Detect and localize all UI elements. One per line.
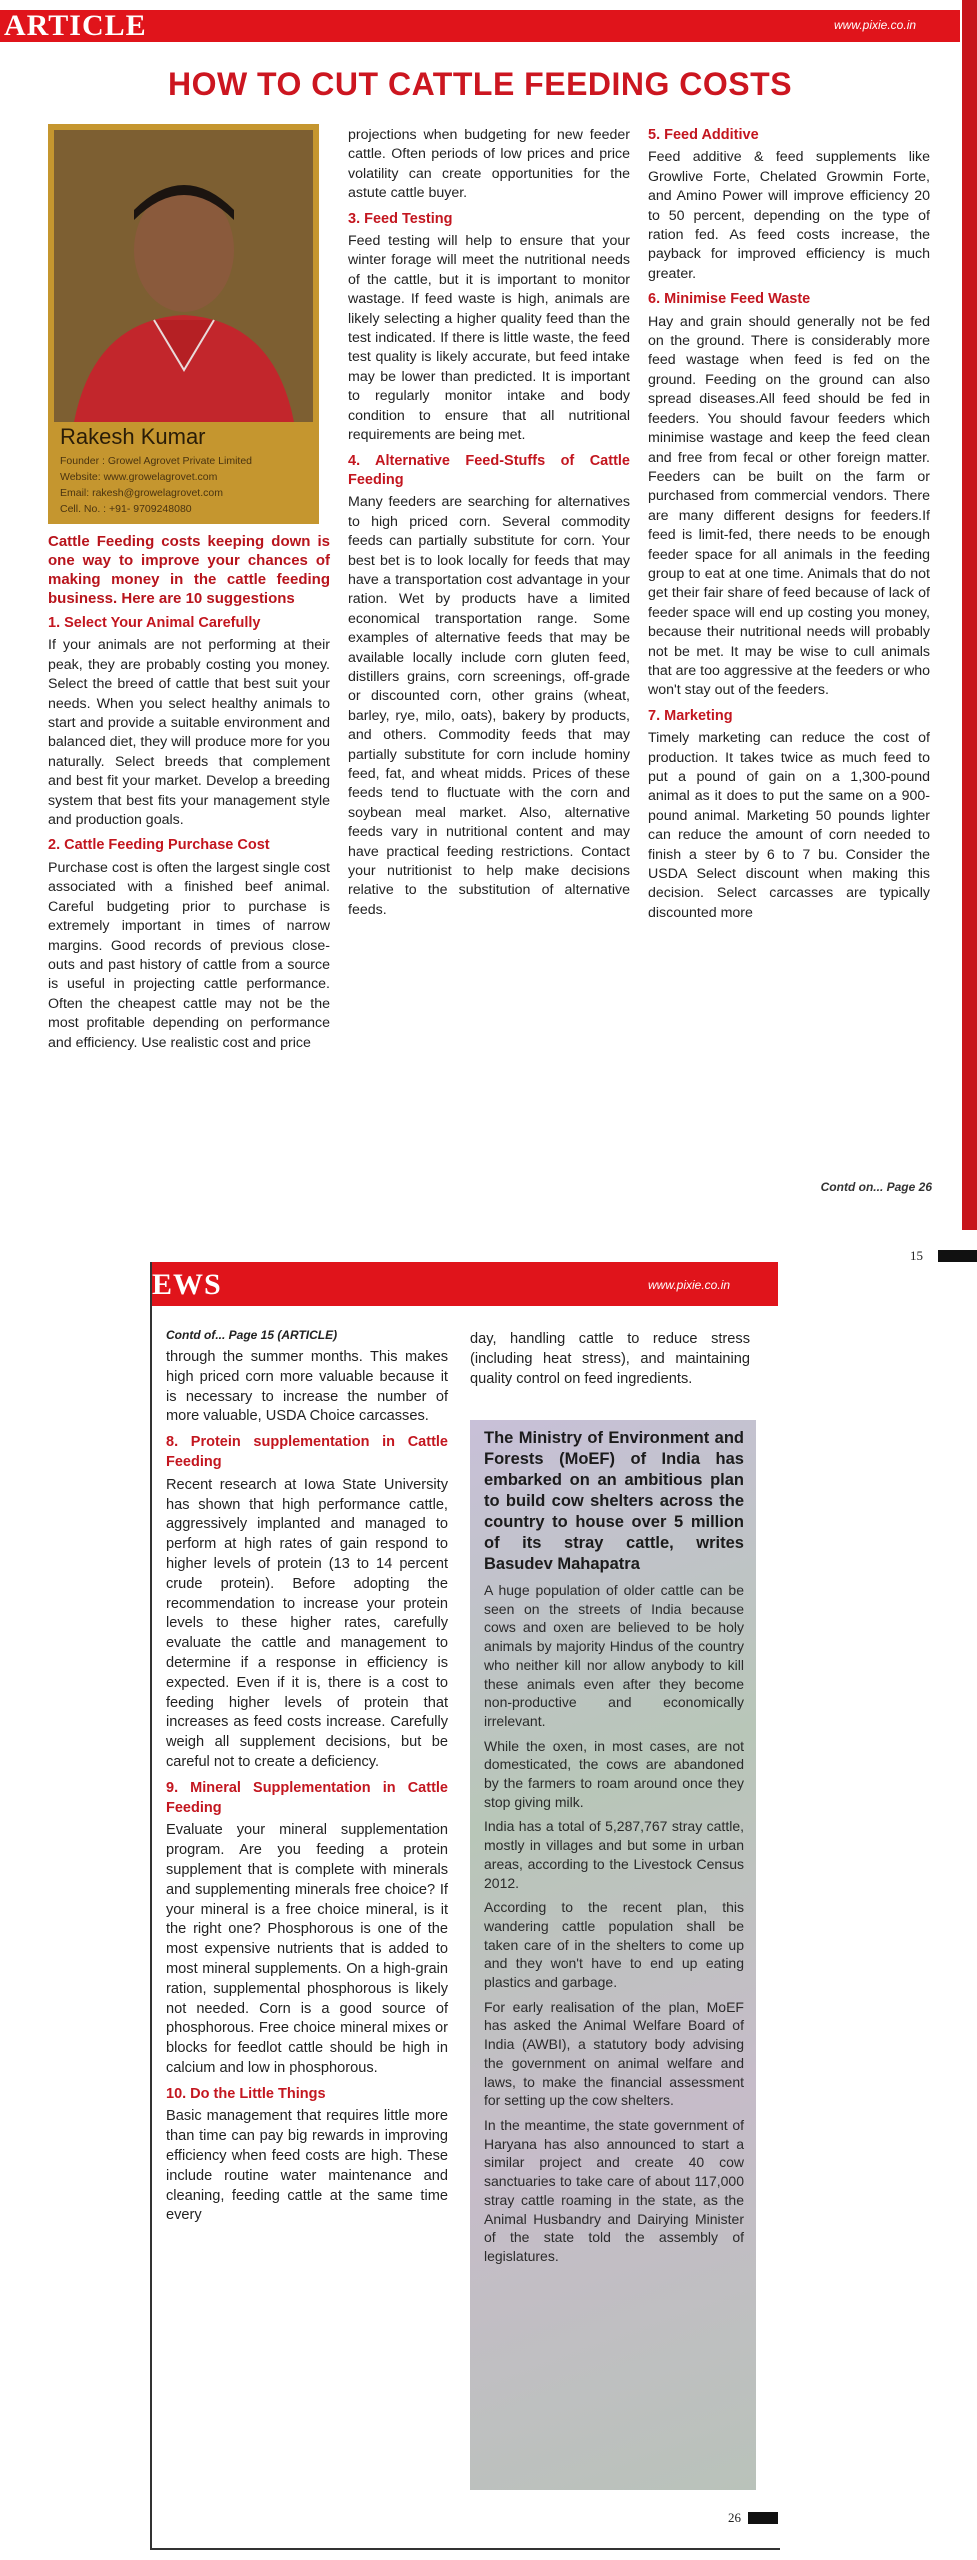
section-10-heading: 10. Do the Little Things: [166, 2085, 326, 2102]
section-7-continued: through the summer months. This makes high priced corn more valuable because it is necessary to increase the number of more valuable, USDA Choice carcasses.: [166, 1349, 448, 1425]
page2-section-label: EWS: [152, 1268, 222, 1301]
news-box: [470, 1420, 756, 2490]
page1-title: HOW TO CUT CATTLE FEEDING COSTS: [167, 66, 793, 102]
news-paragraph-1: A huge population of older cattle can be seen on the streets of India because cows and oxen are believed to be holy animals by majority Hindus of the country who neither kill nor allow anybody to kill these animals even after they become non-productive and economically irrelevant.: [484, 1582, 744, 1729]
page1-url: www.pixie.co.in: [834, 18, 917, 32]
section-10-body: Basic management that requires little more than time can pay big rewards in improving efficiency when feed costs are high. These include routine water maintenance and cleaning, feeding cattle at the same time every: [166, 2108, 448, 2224]
page1-column-3: [648, 126, 930, 927]
news-paragraph-2: While the oxen, in most cases, are not domesticated, the cows are abandoned by the farmers to roam around once they stop giving milk.: [484, 1737, 744, 1810]
section-2-body: Purchase cost is often the largest single cost associated with a finished beef animal. Careful budgeting prior to purchase is extremely important in times of narrow margins. Good records of previous close-outs and past history of cattle from a source is useful in projecting cattle performance. Often the cheapest cattle may not be the most profitable depending on performance and efficiency. Use realistic cost and price: [48, 859, 330, 1051]
page1-number-bar: [938, 1250, 977, 1262]
section-5-heading: 5. Feed Additive: [648, 127, 759, 143]
section-8-heading: 8. Protein supplementation in Cattle Feeding: [166, 1434, 448, 1470]
section-6-heading: 6. Minimise Feed Waste: [648, 291, 811, 308]
page2-column-2: [470, 1330, 750, 1393]
page2-number: 26: [728, 2510, 741, 2525]
section-2-continued: projections when budgeting for new feeder cattle. Often periods of low prices and price volatility can create opportunities for the astute cattle buyer.: [348, 127, 630, 202]
news-paragraph-3: India has a total of 5,287,767 stray cattle, mostly in villages and but some in urban areas, according to the Livestock Census 2012.: [484, 1818, 744, 1891]
author-website: Website: www.growelagrovet.com: [60, 471, 218, 483]
author-role: Founder : Growel Agrovet Private Limited: [60, 455, 253, 467]
section-8-body: Recent research at Iowa State University has shown that high performance cattle, aggressively implanted and managed to perform at high rates of gain respond to higher levels of protein (13 to 14 percent crude protein). Before adopting the recommendation to increase your protein levels to these higher rates, carefully evaluate the cattle and management to determine if a response in efficiency is expected. Even if it is, there is a cost to feeding higher levels of protein that increases as feed costs increase. Carefully weigh all supplement decisions, but be careful not to create a deficiency.: [166, 1476, 448, 1770]
section-1-body: If your animals are not performing at their peak, they are probably costing you money. Select the breed of cattle that best suit your needs. When you select healthy animals to start and provide a suitable environment and balanced diet, they will produce more for you naturally. Select breeds that complement and best fit your market. Develop a breeding system that best fits your management style and production goals.: [48, 637, 330, 829]
author-photo-frame: [48, 124, 319, 524]
page2-url: www.pixie.co.in: [648, 1278, 731, 1292]
author-portrait-icon: [54, 130, 313, 422]
news-paragraph-4: According to the recent plan, this wandering cattle population shall be taken care of in the shelters to come up and they won't have to end up eating plastics and garbage.: [484, 1899, 744, 1991]
news-lead: The Ministry of Environment and Forests (MoEF) of India has embarked on an ambitious plan to build cow shelters across the country to house over 5 million of its stray cattle, writes Basudev Mahapatra: [484, 1429, 744, 1573]
page2-column-1: [166, 1348, 448, 2230]
section-9-body: Evaluate your mineral supplementation program. Are you feeding a protein supplement that is complete with minerals and supplementing minerals free choice? If your mineral is a free choice mineral, is it the right one? Phosphorous is one of the most expensive nutrients that is added to most mineral supplements. On a high-grain ration, supplemental phosphorous is likely not needed. Corn is a good source of phosphorous. Free choice mineral mixes or blocks for feedlot cattle should be high in calcium and low in phosphorous.: [166, 1822, 448, 2076]
news-paragraph-6: In the meantime, the state government of Haryana has also announced to start a similar project and create 40 cow sanctuaries to take care of about 117,000 stray cattle roaming in the state, as the Animal Husbandry and Dairying Minister of the state told the assembly of legislatures.: [484, 2116, 744, 2264]
author-cell: Cell. No. : +91- 9709248080: [60, 503, 192, 515]
page1-column-2: [348, 126, 630, 924]
page1-column-1: [48, 532, 330, 1057]
section-10-continued: day, handling cattle to reduce stress (including heat stress), and maintaining quality control on feed ingredients.: [470, 1331, 750, 1387]
page1-section-label: ARTICLE: [4, 9, 147, 42]
news-box-content: [484, 1428, 744, 2272]
page2-contd-of: Contd of... Page 15 (ARTICLE): [166, 1328, 338, 1342]
news-paragraph-5: For early realisation of the plan, MoEF has asked the Animal Welfare Board of India (AWBI), a statutory body advising the government on animal welfare and laws, to make the financial assessment for setting up the cow shelters.: [484, 1998, 744, 2109]
section-3-body: Feed testing will help to ensure that your winter forage will meet the nutritional needs of the cattle, but it is important to monitor wastage. If feed waste is high, animals are likely selecting a higher quality feed than the test indicated. If there is little waste, the feed test quality is likely accurate, but feed intake may be lower than predicted. It is important to regularly monitor intake and body condition to ensure that all nutritional requirements are being met.: [348, 233, 630, 444]
page2-number-bar: [748, 2512, 778, 2524]
page1-number: 15: [910, 1248, 923, 1263]
page1-continued-note: Contd on... Page 26: [820, 1180, 932, 1194]
section-7-heading: 7. Marketing: [648, 707, 733, 724]
section-7-body: Timely marketing can reduce the cost of production. It takes twice as much feed to put a pound of gain on a 1,300-pound animal as it does to put the same on a 900-pound animal. Marketing 50 pounds lighter can reduce the amount of corn needed to finish a steer by 6 to 7 bu. Consider the USDA Select discount when making this decision. Select carcasses are typically discounted more: [648, 730, 930, 921]
section-6-body: Hay and grain should generally not be fed on the ground. There is considerably more feed wastage when feed is fed on the ground. Feeding on the ground can also spread diseases.All feed should be fed in feeders. You should favour feeders which minimise wastage and keep the feed clean and free from fecal or other foreign matter. Feeders can be built on the farm or purchased from commercial vendors. There are many different designs for feeders.If feed is limit-fed, there needs to be enough feeder space for all animals in the feeding group to eat at one time. Animals that do not get their fair share of feed because of lack of feeder space will end up costing you money, because their nutritional needs will probably not be met. It may be wise to cull animals that are too aggressive at the feeders or who won't stay out of the feeders.: [648, 313, 930, 699]
author-photo: [54, 130, 313, 422]
section-9-heading: 9. Mineral Supplementation in Cattle Feeding: [166, 1779, 448, 1816]
author-name: Rakesh Kumar: [60, 424, 206, 449]
section-3-heading: 3. Feed Testing: [348, 210, 453, 227]
article-intro: Cattle Feeding costs keeping down is one way to improve your chances of making money in the cattle feeding business. Here are 10 suggestions: [48, 533, 330, 607]
page1-right-edge: [962, 0, 977, 1230]
section-4-heading: 4. Alternative Feed-Stuffs of Cattle Feeding: [348, 452, 630, 488]
author-email: Email: rakesh@growelagrovet.com: [60, 487, 223, 499]
section-2-heading: 2. Cattle Feeding Purchase Cost: [48, 837, 270, 854]
section-4-body: Many feeders are searching for alternatives to high priced corn. Several commodity feeds can partially substitute for corn. Your best bet is to look locally for feeds that may have a transportation cost advantage in your ration. Wet by products have a limited economical transportation range. Some examples of alternative feeds that may be available locally include corn gluten feed, distillers grains, corn screenings, off-grade or discounted corn, other grains (wheat, barley, rye, milo, oats), bakery by products, and others. Commodity feeds that may partially substitute for corn include hominy feed, fat, and wheat midds. Prices of these feeds tend to fluctuate with the corn and soybean meal market. Also, alternative feeds vary in nutritional content and may have practical feeding restrictions. Contact your nutritionist to help make decisions relative to the substitution of alternative feeds.: [348, 494, 630, 918]
section-5-body: Feed additive & feed supplements like Growlive Forte, Chelated Growmin Forte, and Amino Power will improve efficiency 20 to 50 percent, depending on the type of ration fed. As feed costs increase, the payback for improved efficiency is much greater.: [648, 149, 930, 282]
section-1-heading: 1. Select Your Animal Carefully: [48, 615, 261, 631]
